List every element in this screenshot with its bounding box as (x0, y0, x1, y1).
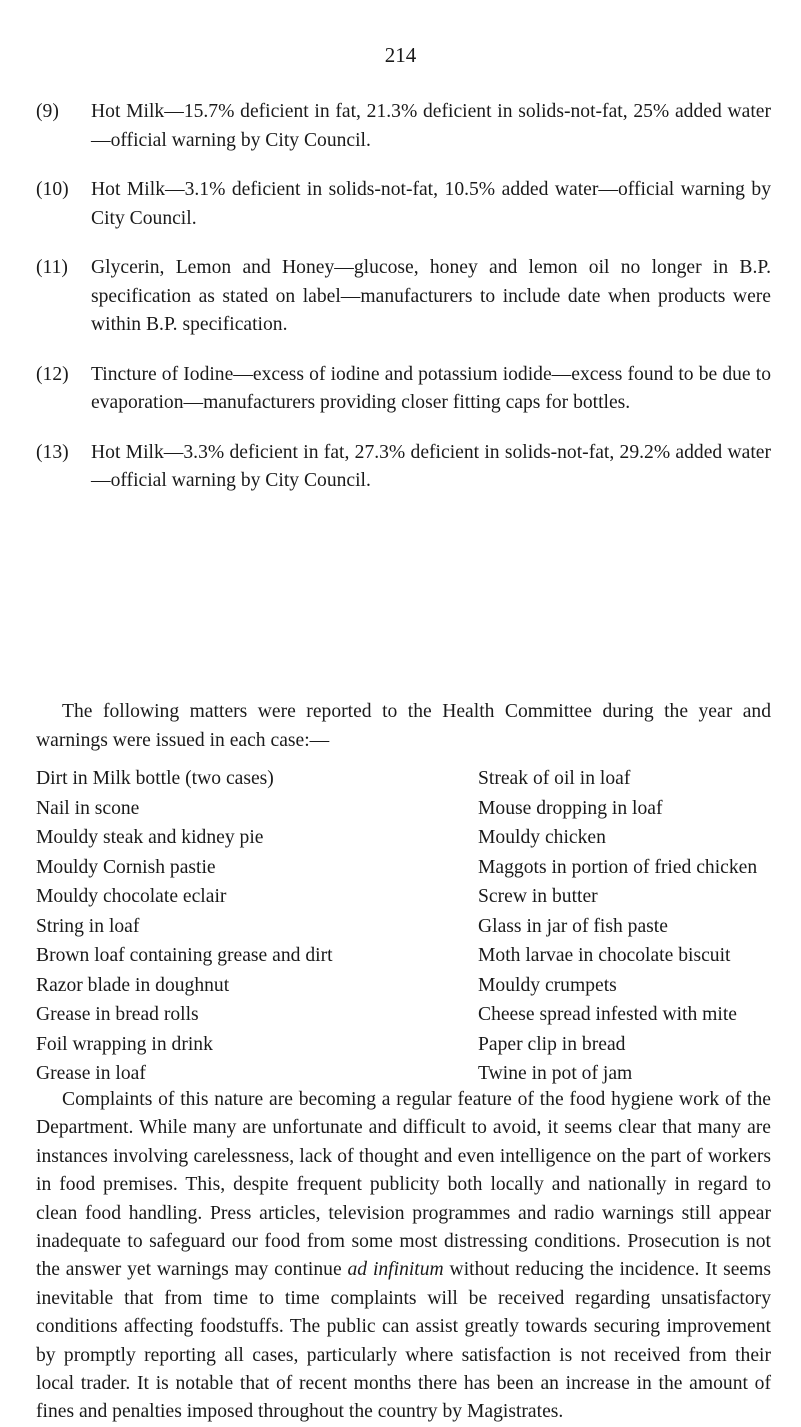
item-number: (12) (36, 363, 69, 385)
complaint-item: Grease in loaf (36, 1063, 146, 1084)
list-item (36, 176, 771, 233)
item-text: Hot Milk—3.1% deficient in solids-not-fat, 10.5% added water—official warning by City Council. (91, 179, 771, 229)
right-column (478, 764, 776, 1089)
list-item (36, 439, 771, 496)
complaint-item: Twine in pot of jam (478, 1063, 633, 1084)
complaint-item: Mouldy steak and kidney pie (36, 827, 264, 848)
complaint-item: Mouldy crumpets (478, 974, 617, 996)
complaint-item: Screw in butter (478, 886, 598, 907)
paragraph-text: without reducing the incidence. It seems inevitable that from time to time complaints will be received regarding unsatisfactory conditions affecting foodstuffs. The public can assist greatly towards securing improvement by promptly reporting all cases, particularly where satisfaction is not received from their local trader. It is notable that of recent months there has been an increase in the amount of fines and penalties imposed throughout the country by Magistrates. (36, 1259, 771, 1423)
list-item (36, 361, 771, 418)
complaint-item: Mouse dropping in loaf (478, 797, 663, 819)
item-text: Hot Milk—3.3% deficient in fat, 27.3% deficient in solids-not-fat, 29.2% added water—official warning by City Council. (91, 441, 771, 491)
item-text: Glycerin, Lemon and Honey—glucose, honey and lemon oil no longer in B.P. specification as stated on label—manufacturers to include date when products were within B.P. specification. (91, 257, 771, 335)
item-text: Tincture of Iodine—excess of iodine and potassium iodide—excess found to be due to evaporation—manufacturers providing closer fitting caps for bottles. (91, 363, 771, 413)
list-item (36, 98, 771, 155)
complaint-item: Grease in bread rolls (36, 1004, 199, 1025)
left-column (36, 764, 478, 1089)
list-item (36, 254, 771, 340)
complaint-item: Mouldy chicken (478, 827, 606, 848)
latin-phrase: ad infinitum (347, 1259, 444, 1281)
intro-paragraph: The following matters were reported to the Health Committee during the year and warnings were issued in each case:— (36, 701, 771, 751)
item-number: (11) (36, 257, 68, 278)
complaint-item: Mouldy Cornish pastie (36, 856, 216, 878)
complaint-item: String in loaf (36, 915, 140, 937)
complaint-item: Cheese spread infested with mite (478, 1004, 737, 1025)
item-number: (9) (36, 101, 59, 122)
complaint-item: Brown loaf containing grease and dirt (36, 945, 333, 966)
complaint-item: Razor blade in doughnut (36, 974, 230, 996)
complaint-item: Glass in jar of fish paste (478, 915, 668, 937)
item-number: (10) (36, 179, 69, 200)
item-text: Hot Milk—15.7% deficient in fat, 21.3% deficient in solids-not-fat, 25% added water—official warning by City Council. (91, 101, 771, 151)
complaint-item: Nail in scone (36, 797, 140, 819)
page-number: 214 (384, 43, 417, 67)
numbered-items (36, 98, 771, 517)
complaint-item: Maggots in portion of fried chicken (478, 856, 758, 878)
item-number: (13) (36, 441, 69, 463)
closing-paragraph (36, 1086, 771, 1427)
complaint-item: Streak of oil in loaf (478, 768, 631, 789)
complaint-item: Foil wrapping in drink (36, 1033, 213, 1055)
complaint-item: Moth larvae in chocolate biscuit (478, 945, 731, 966)
paragraph-text: Complaints of this nature are becoming a regular feature of the food hygiene work of the Department. While many are unfortunate and difficult to avoid, it seems clear that many are instances involving carelessness, lack of thought and even intelligence on the part of workers in food premises. This, despite frequent publicity both locally and nationally in regard to clean food handling. Press articles, television programmes and radio warnings still appear inadequate to safeguard our food from some most distressing conditions. Prosecution is not the answer yet warnings may continue (36, 1089, 771, 1281)
complaint-item: Dirt in Milk bottle (two cases) (36, 768, 274, 789)
complaint-item: Paper clip in bread (478, 1033, 626, 1055)
complaints-list (36, 764, 776, 1089)
complaint-item: Mouldy chocolate eclair (36, 886, 227, 907)
